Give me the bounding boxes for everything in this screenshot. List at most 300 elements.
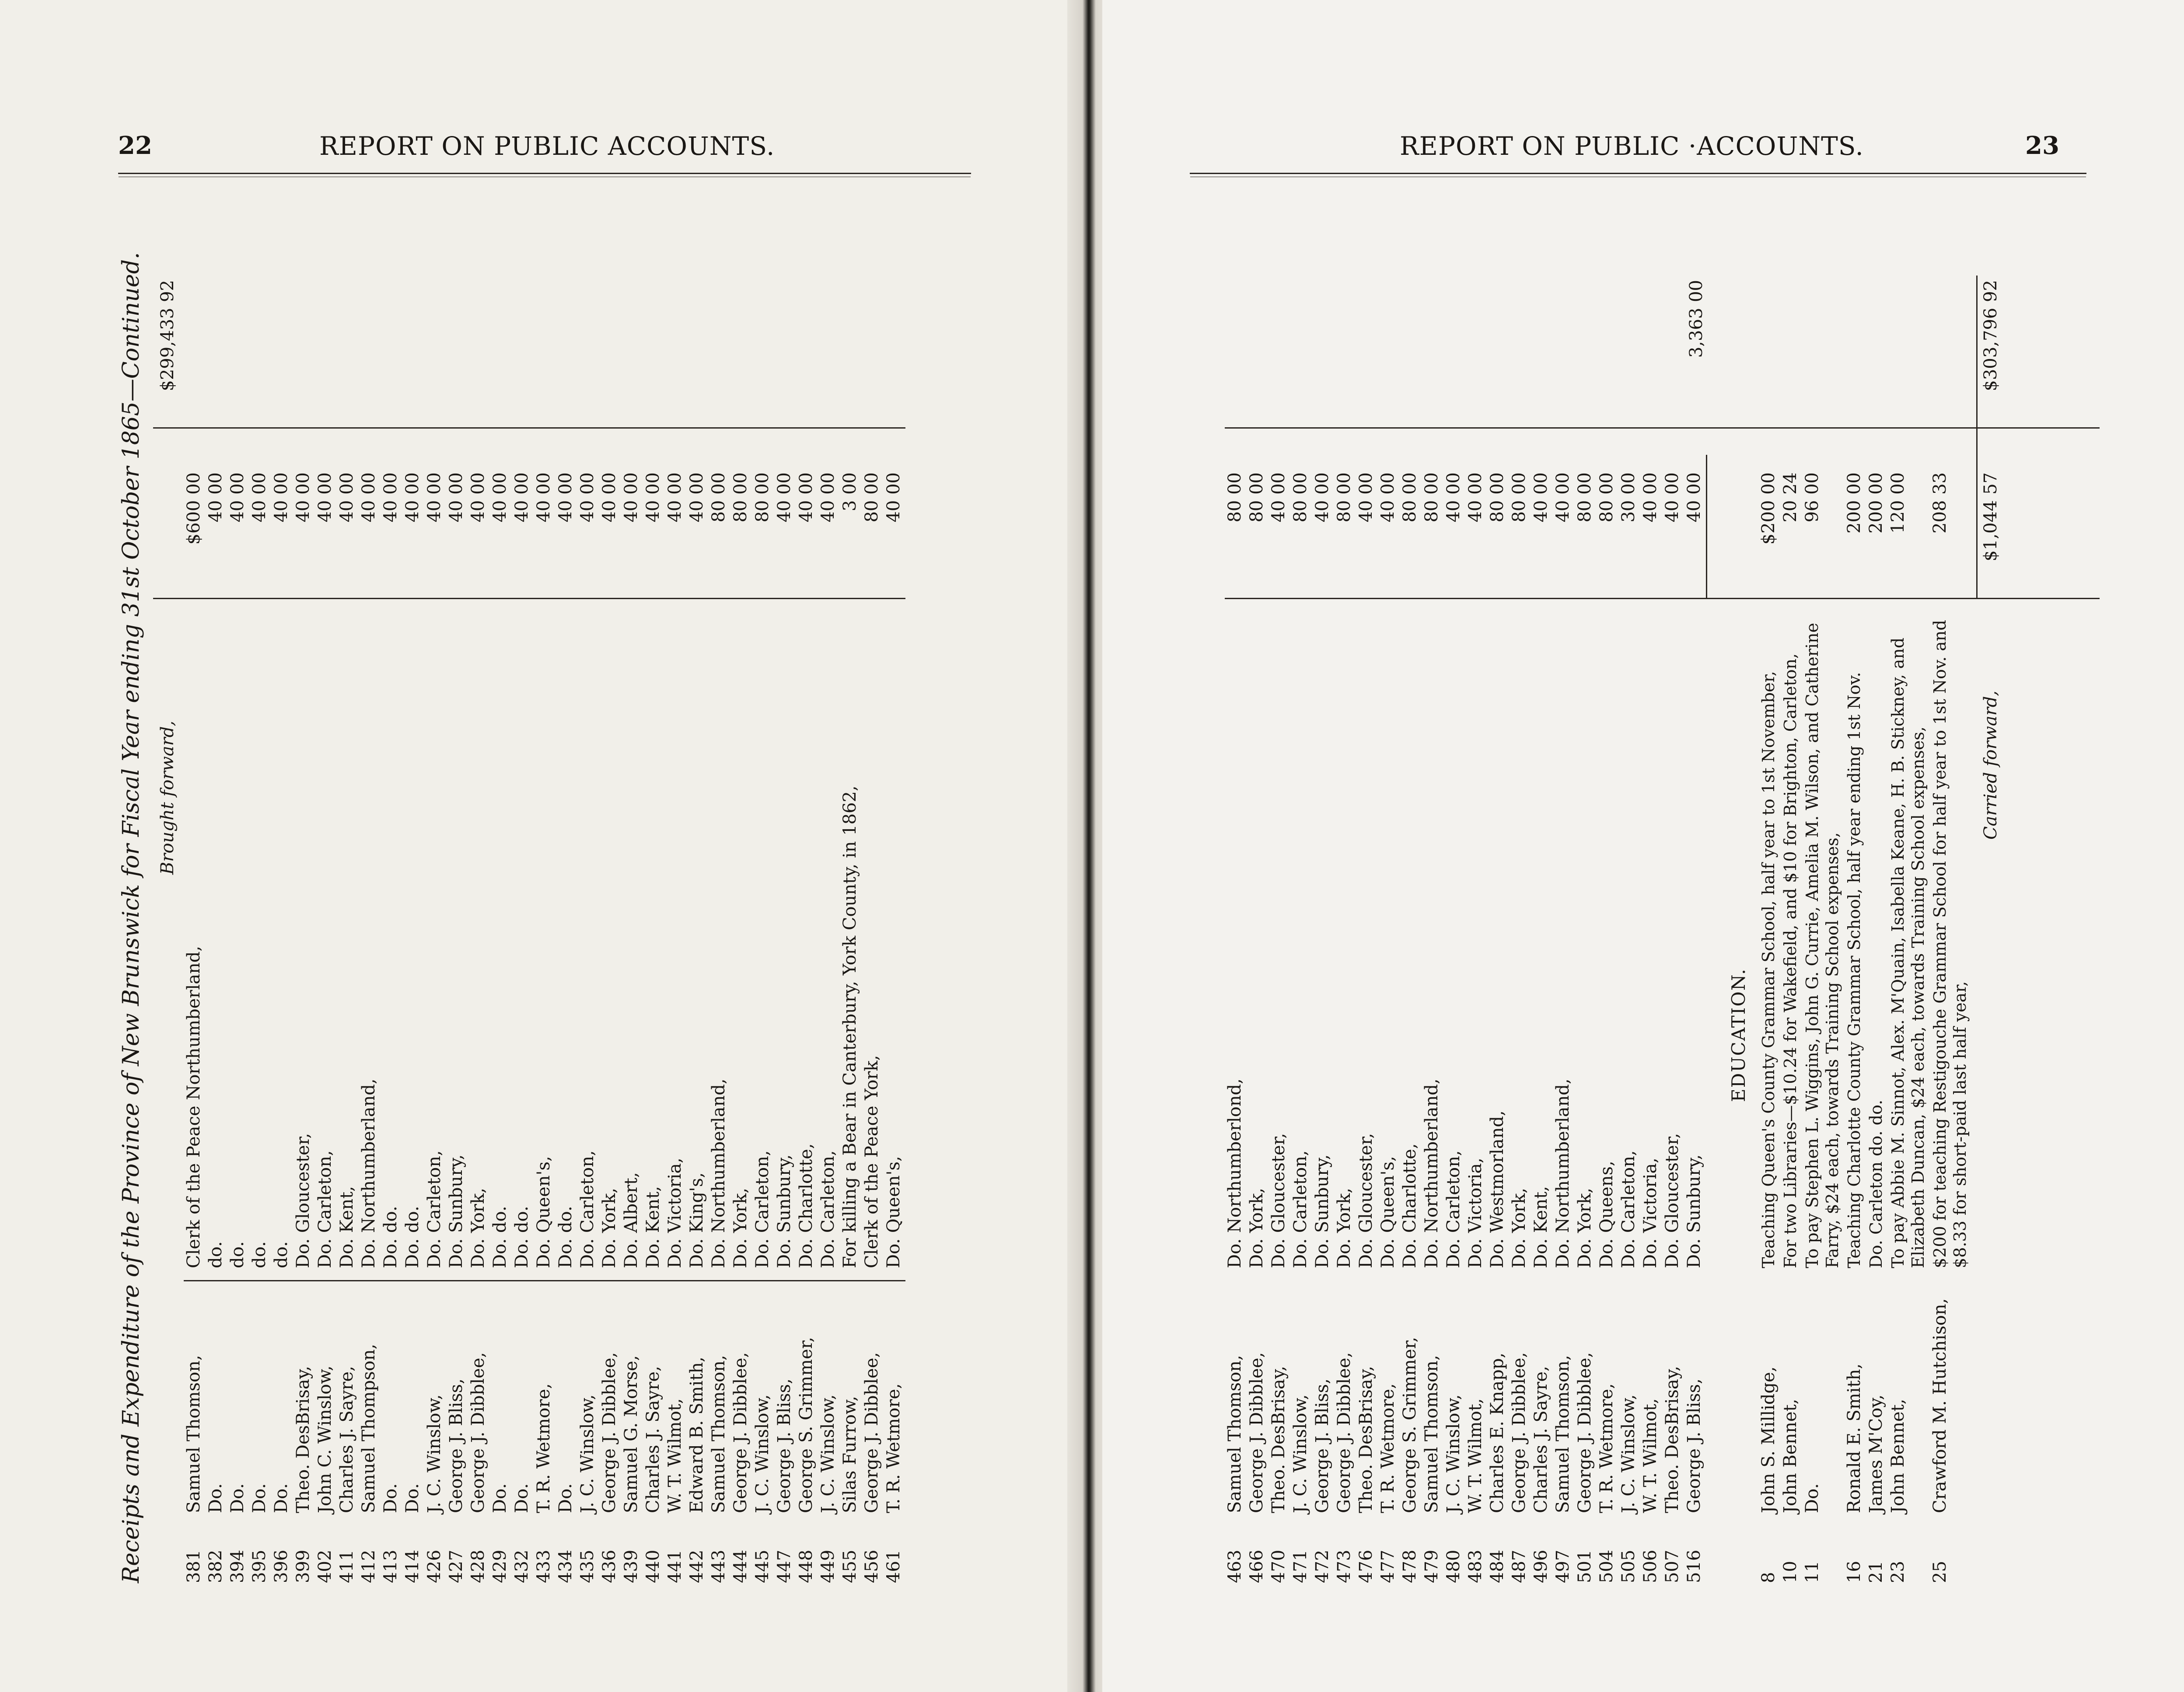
voucher-number: 484 bbox=[1487, 1549, 1507, 1583]
voucher-number: 434 bbox=[556, 1549, 576, 1583]
item-description: Do. do. bbox=[512, 1206, 532, 1268]
table-row bbox=[1509, 184, 1529, 1583]
table-row bbox=[1640, 184, 1660, 1583]
table-row bbox=[643, 184, 663, 1583]
payee-name: George S. Grimmer, bbox=[796, 1336, 816, 1513]
voucher-number: 448 bbox=[796, 1549, 816, 1583]
voucher-number: 11 bbox=[1802, 1561, 1822, 1583]
payee-name: W. T. Wilmot, bbox=[1640, 1398, 1660, 1513]
item-amount: 40 00 bbox=[206, 472, 226, 523]
item-amount: 80 00 bbox=[730, 472, 751, 523]
item-description: Do. York, bbox=[599, 1188, 619, 1268]
item-amount: 208 33 bbox=[1930, 472, 1950, 534]
total-rule bbox=[1976, 276, 1978, 599]
payee-name: Edward B. Smith, bbox=[687, 1357, 707, 1513]
item-description: do. bbox=[206, 1241, 226, 1268]
voucher-number: 442 bbox=[687, 1549, 707, 1583]
item-description: Do. York, bbox=[1247, 1188, 1267, 1268]
voucher-number: 440 bbox=[643, 1549, 663, 1583]
education-heading: EDUCATION. bbox=[1728, 968, 1749, 1102]
table-row bbox=[1268, 184, 1289, 1583]
payee-name: John Bennet, bbox=[1780, 1399, 1800, 1513]
item-amount: 40 00 bbox=[402, 472, 423, 523]
voucher-number: 476 bbox=[1356, 1549, 1376, 1583]
item-amount: 80 00 bbox=[709, 472, 729, 523]
item-description: Do. Northumberland, bbox=[709, 1078, 729, 1268]
payee-name: Charles J. Sayre, bbox=[337, 1366, 357, 1513]
voucher-number: 402 bbox=[315, 1549, 335, 1583]
table-row bbox=[1225, 184, 1245, 1583]
table-row bbox=[1400, 184, 1420, 1583]
item-amount: 40 00 bbox=[381, 472, 401, 523]
voucher-number: 479 bbox=[1422, 1549, 1442, 1583]
item-description: Do. King's, bbox=[687, 1172, 707, 1268]
table-row bbox=[1334, 184, 1354, 1583]
item-amount: 40 00 bbox=[1268, 472, 1289, 523]
voucher-number: 445 bbox=[752, 1549, 772, 1583]
rotated-ledger-table bbox=[118, 184, 971, 1583]
item-description: Do. Carleton, bbox=[1443, 1150, 1464, 1268]
payee-name: T. R. Wetmore, bbox=[534, 1383, 554, 1513]
voucher-number: 480 bbox=[1443, 1549, 1464, 1583]
carried-forward-label: Carried forward, bbox=[1981, 690, 2001, 840]
table-row bbox=[1575, 184, 1595, 1583]
table-row bbox=[1356, 184, 1376, 1583]
item-amount: 40 00 bbox=[1443, 472, 1464, 523]
voucher-number: 412 bbox=[359, 1549, 379, 1583]
payee-name: James M'Coy, bbox=[1866, 1394, 1886, 1513]
item-amount: $600 00 bbox=[184, 472, 204, 545]
item-amount: 80 00 bbox=[1597, 472, 1617, 523]
voucher-number: 507 bbox=[1662, 1549, 1682, 1583]
voucher-number: 16 bbox=[1844, 1561, 1864, 1583]
voucher-number: 441 bbox=[665, 1549, 685, 1583]
item-description: Do. York, bbox=[730, 1188, 751, 1268]
item-amount: 40 00 bbox=[796, 472, 816, 523]
voucher-number: 447 bbox=[774, 1549, 794, 1583]
payee-name: Theo. DesBrisay, bbox=[1356, 1366, 1376, 1513]
payee-name: Charles E. Knapp, bbox=[1487, 1352, 1507, 1513]
item-amount: 40 00 bbox=[1356, 472, 1376, 523]
item-amount: 40 00 bbox=[818, 472, 838, 523]
item-description: Do. Sunbury, bbox=[446, 1154, 466, 1268]
item-amount: 40 00 bbox=[534, 472, 554, 523]
item-description: Do. Victoria, bbox=[665, 1158, 685, 1268]
item-amount: 3 00 bbox=[840, 472, 860, 512]
table-row bbox=[687, 184, 707, 1583]
payee-name: Do. bbox=[1802, 1483, 1822, 1513]
item-description: Do. Charlotte, bbox=[1400, 1143, 1420, 1268]
running-head: REPORT ON PUBLIC ·ACCOUNTS. bbox=[1400, 131, 1864, 161]
table-row bbox=[818, 184, 838, 1583]
header-rule bbox=[118, 173, 971, 174]
carried-forward-total: $303,796 92 bbox=[1981, 280, 2001, 391]
table-row bbox=[227, 184, 248, 1583]
rotated-ledger-table bbox=[1207, 184, 2082, 1583]
voucher-number: 444 bbox=[730, 1549, 751, 1583]
table-row bbox=[1930, 184, 1972, 1583]
voucher-number: 8 bbox=[1758, 1572, 1779, 1583]
table-row bbox=[796, 184, 816, 1583]
table-row bbox=[315, 184, 335, 1583]
item-amount: 40 00 bbox=[687, 472, 707, 523]
payee-name: George J. Dibblee, bbox=[1334, 1352, 1354, 1513]
payee-name: Silas Furrow, bbox=[840, 1395, 860, 1513]
item-description: Do. Kent, bbox=[1531, 1186, 1551, 1268]
item-description: Do. Queen's, bbox=[1378, 1156, 1398, 1268]
item-description: Do. Kent, bbox=[337, 1186, 357, 1268]
payee-name: J. C. Winslow, bbox=[752, 1394, 772, 1513]
page-number: 22 bbox=[118, 131, 152, 160]
item-amount: 40 00 bbox=[1378, 472, 1398, 523]
voucher-number: 399 bbox=[293, 1549, 313, 1583]
item-description: Teaching Queen's County Grammar School, half year to 1st November, bbox=[1759, 671, 1778, 1268]
table-row bbox=[1618, 184, 1639, 1583]
voucher-number: 483 bbox=[1465, 1549, 1485, 1583]
voucher-number: 411 bbox=[337, 1549, 357, 1583]
voucher-number: 496 bbox=[1531, 1549, 1551, 1583]
item-description: Do. York, bbox=[468, 1188, 488, 1268]
voucher-number: 449 bbox=[818, 1549, 838, 1583]
table-row bbox=[249, 184, 269, 1583]
item-amount: 96 00 bbox=[1802, 472, 1822, 523]
payee-name: J. C. Winslow, bbox=[424, 1394, 444, 1513]
payee-name: Samuel Thomson, bbox=[1553, 1355, 1573, 1513]
item-description: Do. Albert, bbox=[621, 1172, 641, 1268]
item-description: do. bbox=[271, 1241, 291, 1268]
right-page bbox=[1102, 0, 2184, 1692]
item-description: Do. do. bbox=[490, 1206, 510, 1268]
item-amount: 40 00 bbox=[446, 472, 466, 523]
item-description: To pay Abbie M. Sinnot, Alex. M'Quain, Isabella Keane, H. B. Stickney, and Elizabeth Duncan, $24 each, towards Training School expenses, bbox=[1888, 637, 1928, 1268]
voucher-number: 432 bbox=[512, 1549, 532, 1583]
table-row bbox=[1802, 184, 1844, 1583]
item-amount: 40 00 bbox=[621, 472, 641, 523]
table-row bbox=[490, 184, 510, 1583]
table-row bbox=[862, 184, 882, 1583]
item-description: Do. York, bbox=[1575, 1188, 1595, 1268]
item-amount: 40 00 bbox=[337, 472, 357, 523]
payee-name: Theo. DesBrisay, bbox=[1268, 1366, 1289, 1513]
item-amount: 40 00 bbox=[599, 472, 619, 523]
voucher-number: 505 bbox=[1618, 1549, 1639, 1583]
table-row bbox=[1378, 184, 1398, 1583]
item-amount: 30 00 bbox=[1618, 472, 1639, 523]
table-row bbox=[1312, 184, 1332, 1583]
item-description: Do. Victoria, bbox=[1640, 1158, 1660, 1268]
table-row bbox=[381, 184, 401, 1583]
table-row bbox=[1662, 184, 1682, 1583]
payee-name: Do. bbox=[490, 1483, 510, 1513]
item-amount: 40 00 bbox=[577, 472, 598, 523]
table-row bbox=[884, 184, 904, 1583]
item-description: Do. York, bbox=[1509, 1188, 1529, 1268]
payee-name: George S. Grimmer, bbox=[1400, 1336, 1420, 1513]
item-amount: 40 00 bbox=[490, 472, 510, 523]
item-description: Do. Sunbury, bbox=[774, 1154, 794, 1268]
item-description: Do. Gloucester, bbox=[1268, 1133, 1289, 1268]
voucher-number: 23 bbox=[1888, 1561, 1908, 1583]
table-row bbox=[206, 184, 226, 1583]
table-row bbox=[446, 184, 466, 1583]
item-amount: 80 00 bbox=[1290, 472, 1310, 523]
table-row bbox=[1553, 184, 1573, 1583]
payee-name: George J. Bliss, bbox=[1684, 1378, 1704, 1513]
payee-name: George J. Bliss, bbox=[1312, 1378, 1332, 1513]
item-description: Do. Sunbury, bbox=[1684, 1154, 1704, 1268]
item-amount: 40 00 bbox=[884, 472, 904, 523]
item-description: Do. Northumberlond, bbox=[1225, 1078, 1245, 1268]
voucher-number: 478 bbox=[1400, 1549, 1420, 1583]
voucher-number: 516 bbox=[1684, 1549, 1704, 1583]
item-amount: 80 00 bbox=[1400, 472, 1420, 523]
payee-name: Do. bbox=[271, 1483, 291, 1513]
item-description: Clerk of the Peace York, bbox=[862, 1055, 882, 1268]
item-amount: 40 00 bbox=[556, 472, 576, 523]
item-amount: 80 00 bbox=[752, 472, 772, 523]
voucher-number: 394 bbox=[227, 1549, 248, 1583]
voucher-number: 433 bbox=[534, 1549, 554, 1583]
table-row bbox=[1290, 184, 1310, 1583]
item-description: Do. Carleton, bbox=[424, 1150, 444, 1268]
table-row bbox=[752, 184, 772, 1583]
payee-name: Ronald E. Smith, bbox=[1844, 1363, 1864, 1513]
table-row bbox=[621, 184, 641, 1583]
item-description: Do. Sunbury, bbox=[1312, 1154, 1332, 1268]
item-description: Do. Queen's, bbox=[534, 1156, 554, 1268]
payee-name: Samuel G. Morse, bbox=[621, 1355, 641, 1513]
table-row bbox=[1531, 184, 1551, 1583]
table-row bbox=[556, 184, 576, 1583]
table-row bbox=[1487, 184, 1507, 1583]
voucher-number: 439 bbox=[621, 1549, 641, 1583]
brought-forward-total: $299,433 92 bbox=[157, 280, 178, 391]
voucher-number: 477 bbox=[1378, 1549, 1398, 1583]
voucher-number: 413 bbox=[381, 1549, 401, 1583]
payee-name: Samuel Thomson, bbox=[1422, 1355, 1442, 1513]
item-description: Do. Carleton, bbox=[1618, 1150, 1639, 1268]
item-amount: 20 24 bbox=[1780, 472, 1800, 523]
item-amount: 80 00 bbox=[1247, 472, 1267, 523]
item-amount: 40 00 bbox=[1640, 472, 1660, 523]
payee-name: J. C. Winslow, bbox=[1618, 1394, 1639, 1513]
voucher-number: 497 bbox=[1553, 1549, 1573, 1583]
table-row bbox=[1866, 184, 1886, 1583]
payee-name: T. R. Wetmore, bbox=[1378, 1383, 1398, 1513]
item-description: Do. Queen's, bbox=[884, 1156, 904, 1268]
item-description: To pay Stephen L. Wiggins, John G. Currie, Amelia M. Wilson, and Catherine Farry, $24 each, towards Training School expenses, bbox=[1803, 623, 1842, 1268]
voucher-number: 25 bbox=[1930, 1561, 1950, 1583]
item-description: Do. Westmorland, bbox=[1487, 1110, 1507, 1268]
item-description: Do. Queens, bbox=[1597, 1161, 1617, 1268]
table-row bbox=[1780, 184, 1800, 1583]
payee-name: Crawford M. Hutchison, bbox=[1930, 1298, 1950, 1513]
payee-name: John Bennet, bbox=[1888, 1399, 1908, 1513]
payee-name: Do. bbox=[206, 1483, 226, 1513]
table-row bbox=[1443, 184, 1464, 1583]
payee-name: George J. Dibblee, bbox=[1509, 1352, 1529, 1513]
table-row bbox=[271, 184, 291, 1583]
table-row bbox=[424, 184, 444, 1583]
payee-name: J. C. Winslow, bbox=[1443, 1394, 1464, 1513]
item-amount: 80 00 bbox=[1575, 472, 1595, 523]
item-amount: 40 00 bbox=[1465, 472, 1485, 523]
item-amount: 40 00 bbox=[359, 472, 379, 523]
item-amount: 120 00 bbox=[1888, 472, 1908, 534]
item-amount: 40 00 bbox=[271, 472, 291, 523]
item-description: Do. do. bbox=[556, 1206, 576, 1268]
voucher-number: 466 bbox=[1247, 1549, 1267, 1583]
item-amount: 200 00 bbox=[1844, 472, 1864, 534]
item-amount: 40 00 bbox=[424, 472, 444, 523]
table-row bbox=[1422, 184, 1442, 1583]
payee-name: Do. bbox=[556, 1483, 576, 1513]
payee-name: Theo. DesBrisay, bbox=[1662, 1366, 1682, 1513]
item-amount: 40 00 bbox=[1684, 472, 1704, 523]
item-description: $200 for teaching Restigouche Grammar School for half year to 1st Nov. and $8.33 for short-paid last half year, bbox=[1930, 620, 1970, 1268]
payee-name: Do. bbox=[512, 1483, 532, 1513]
item-description: Do. Carleton, bbox=[577, 1150, 598, 1268]
item-amount: 40 00 bbox=[1662, 472, 1682, 523]
table-row bbox=[534, 184, 554, 1583]
item-description: Do. do. bbox=[381, 1206, 401, 1268]
voucher-number: 382 bbox=[206, 1549, 226, 1583]
item-description: Do. Kent, bbox=[643, 1186, 663, 1268]
item-description: Do. Gloucester, bbox=[1356, 1133, 1376, 1268]
item-amount: 80 00 bbox=[862, 472, 882, 523]
payee-name: J. C. Winslow, bbox=[577, 1394, 598, 1513]
item-description: do. bbox=[227, 1241, 248, 1268]
item-description: Do. Victoria, bbox=[1465, 1158, 1485, 1268]
table-row bbox=[599, 184, 619, 1583]
payee-name: Do. bbox=[249, 1483, 269, 1513]
payee-name: Do. bbox=[402, 1483, 423, 1513]
left-page bbox=[0, 0, 1076, 1692]
voucher-number: 443 bbox=[709, 1549, 729, 1583]
table-row bbox=[1888, 184, 1930, 1583]
header-rule bbox=[1190, 173, 2086, 174]
voucher-number: 414 bbox=[402, 1549, 423, 1583]
payee-name: George J. Dibblee, bbox=[730, 1352, 751, 1513]
item-description: Do. Gloucester, bbox=[1662, 1133, 1682, 1268]
payee-name: Do. bbox=[227, 1483, 248, 1513]
education-subtotal: $1,044 57 bbox=[1981, 472, 2001, 562]
table-row bbox=[840, 184, 860, 1583]
item-description: Do. Carleton, bbox=[818, 1150, 838, 1268]
item-amount: 40 00 bbox=[1531, 472, 1551, 523]
voucher-number: 506 bbox=[1640, 1549, 1660, 1583]
item-description: Do. Northumberland, bbox=[359, 1078, 379, 1268]
item-amount: $200 00 bbox=[1758, 472, 1779, 545]
item-description: Teaching Charlotte County Grammar School, half year ending 1st Nov. bbox=[1845, 672, 1864, 1268]
voucher-number: 455 bbox=[840, 1549, 860, 1583]
voucher-number: 504 bbox=[1597, 1549, 1617, 1583]
table-row bbox=[730, 184, 751, 1583]
voucher-number: 472 bbox=[1312, 1549, 1332, 1583]
item-description: Do. Gloucester, bbox=[293, 1133, 313, 1268]
item-amount: 40 00 bbox=[468, 472, 488, 523]
table-row bbox=[1758, 184, 1779, 1583]
payee-name: T. R. Wetmore, bbox=[1597, 1383, 1617, 1513]
table-row bbox=[1844, 184, 1864, 1583]
item-amount: 40 00 bbox=[774, 472, 794, 523]
item-description: Do. Northumberland, bbox=[1553, 1078, 1573, 1268]
item-amount: 200 00 bbox=[1866, 472, 1886, 534]
voucher-number: 381 bbox=[184, 1549, 204, 1583]
brought-forward-label: Brought forward, bbox=[157, 720, 178, 875]
item-amount: 40 00 bbox=[1312, 472, 1332, 523]
table-row bbox=[665, 184, 685, 1583]
voucher-number: 471 bbox=[1290, 1549, 1310, 1583]
payee-name: George J. Dibblee, bbox=[599, 1352, 619, 1513]
payee-name: Theo. DesBrisay, bbox=[293, 1366, 313, 1513]
payee-name: Do. bbox=[381, 1483, 401, 1513]
item-amount: 40 00 bbox=[512, 472, 532, 523]
payee-name: George J. Dibblee, bbox=[1575, 1352, 1595, 1513]
item-description: For two Libraries—$10.24 for Wakefield, and $10 for Brighton, Carleton, bbox=[1781, 653, 1800, 1268]
voucher-number: 463 bbox=[1225, 1549, 1245, 1583]
item-description: Do. Carleton, bbox=[1290, 1150, 1310, 1268]
payee-name: Samuel Thomson, bbox=[709, 1355, 729, 1513]
table-row bbox=[1465, 184, 1485, 1583]
item-description: Clerk of the Peace Northumberland, bbox=[184, 945, 204, 1268]
item-description: For killing a Bear in Canterbury, York County, in 1862, bbox=[840, 785, 860, 1268]
voucher-number: 427 bbox=[446, 1549, 466, 1583]
voucher-number: 501 bbox=[1575, 1549, 1595, 1583]
payee-name: Charles J. Sayre, bbox=[643, 1366, 663, 1513]
voucher-number: 395 bbox=[249, 1549, 269, 1583]
table-row bbox=[402, 184, 423, 1583]
item-amount: 80 00 bbox=[1225, 472, 1245, 523]
voucher-number: 396 bbox=[271, 1549, 291, 1583]
table-row bbox=[468, 184, 488, 1583]
table-row bbox=[293, 184, 313, 1583]
item-amount: 40 00 bbox=[665, 472, 685, 523]
item-amount: 80 00 bbox=[1509, 472, 1529, 523]
table-row bbox=[337, 184, 357, 1583]
payee-name: W. T. Wilmot, bbox=[665, 1398, 685, 1513]
item-amount: 40 00 bbox=[249, 472, 269, 523]
payee-name: George J. Dibblee, bbox=[862, 1352, 882, 1513]
payee-name: John C. Winslow, bbox=[315, 1365, 335, 1513]
item-amount: 40 00 bbox=[227, 472, 248, 523]
item-amount: 80 00 bbox=[1334, 472, 1354, 523]
item-amount: 80 00 bbox=[1487, 472, 1507, 523]
table-row bbox=[359, 184, 379, 1583]
voucher-number: 470 bbox=[1268, 1549, 1289, 1583]
item-description: Do. Carleton, bbox=[315, 1150, 335, 1268]
payee-name: George J. Dibblee, bbox=[1247, 1352, 1267, 1513]
item-amount: 40 00 bbox=[293, 472, 313, 523]
voucher-number: 436 bbox=[599, 1549, 619, 1583]
payee-name: George J. Bliss, bbox=[446, 1378, 466, 1513]
payee-name: Samuel Thomson, bbox=[184, 1355, 204, 1513]
item-description: Do. Northumberland, bbox=[1422, 1078, 1442, 1268]
payee-name: T. R. Wetmore, bbox=[884, 1383, 904, 1513]
voucher-number: 21 bbox=[1866, 1561, 1886, 1583]
payee-name: W. T. Wilmot, bbox=[1465, 1398, 1485, 1513]
item-description: Do. Charlotte, bbox=[796, 1143, 816, 1268]
voucher-number: 429 bbox=[490, 1549, 510, 1583]
payee-name: George J. Dibblee, bbox=[468, 1352, 488, 1513]
payee-name: Samuel Thomson, bbox=[1225, 1355, 1245, 1513]
voucher-number: 426 bbox=[424, 1549, 444, 1583]
page-number: 23 bbox=[2025, 131, 2059, 160]
payee-name: John S. Millidge, bbox=[1758, 1366, 1779, 1513]
payee-name: George J. Bliss, bbox=[774, 1378, 794, 1513]
voucher-number: 473 bbox=[1334, 1549, 1354, 1583]
table-row bbox=[709, 184, 729, 1583]
